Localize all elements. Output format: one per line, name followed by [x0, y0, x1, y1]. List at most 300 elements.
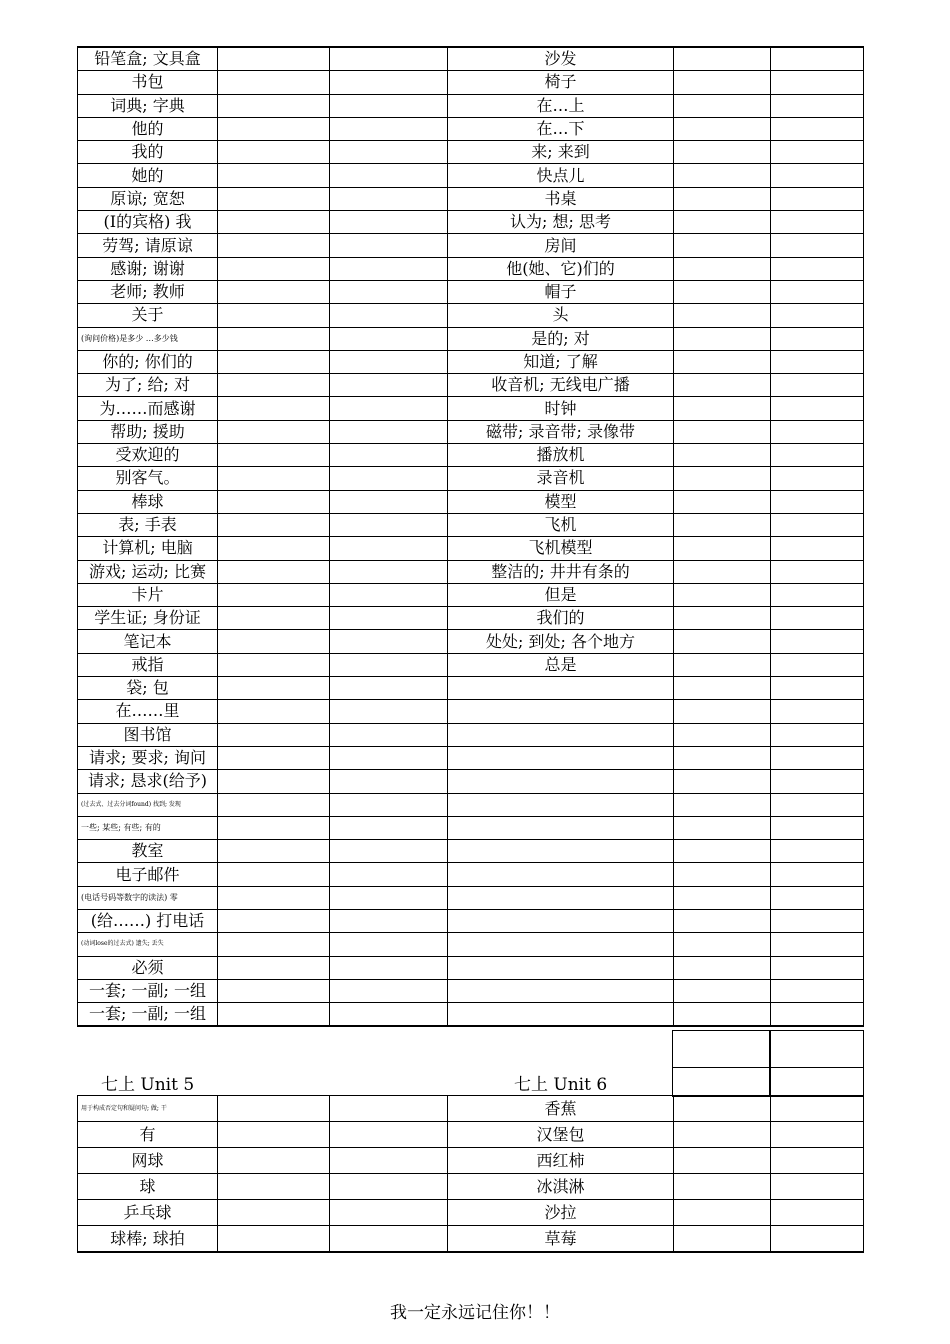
unit6-word-cell: 时钟: [448, 397, 674, 420]
blank-cell: [771, 257, 864, 280]
blank-cell: [330, 444, 448, 467]
blank-cell: [674, 513, 771, 536]
blank-cell: [330, 374, 448, 397]
table-row: [78, 327, 864, 350]
blank-cell: [674, 117, 771, 140]
blank-cell: [674, 886, 771, 909]
blank-cell: [218, 1200, 330, 1226]
blank-cell: [771, 886, 864, 909]
table-row: [78, 1148, 864, 1174]
blank-cell: [771, 1122, 864, 1148]
table-row: [78, 1003, 864, 1027]
unit5-word-cell: (I的宾格) 我: [78, 211, 218, 234]
blank-cell: [674, 956, 771, 979]
blank-cell: [674, 560, 771, 583]
blank-box: [672, 1067, 771, 1097]
unit6-word-cell: [448, 746, 674, 769]
table-row: [78, 490, 864, 513]
blank-cell: [218, 863, 330, 886]
unit6-word-cell: [448, 933, 674, 956]
unit6-word-cell: 汉堡包: [448, 1122, 674, 1148]
blank-cell: [218, 420, 330, 443]
blank-cell: [674, 537, 771, 560]
blank-cell: [674, 746, 771, 769]
unit5-header: 七上 Unit 5: [101, 1075, 195, 1095]
blank-cell: [330, 793, 448, 816]
table-row: [78, 537, 864, 560]
blank-cell: [330, 280, 448, 303]
blank-box: [769, 1030, 864, 1068]
blank-cell: [218, 1148, 330, 1174]
unit6-word-cell: 在…上: [448, 94, 674, 117]
blank-cell: [218, 397, 330, 420]
blank-cell: [218, 560, 330, 583]
unit5-word-cell: (给……) 打电话: [78, 909, 218, 932]
blank-cell: [330, 583, 448, 606]
table-row: [78, 863, 864, 886]
unit6-word-cell: 冰淇淋: [448, 1174, 674, 1200]
blank-cell: [771, 956, 864, 979]
unit6-word-cell: 是的; 对: [448, 327, 674, 350]
blank-cell: [330, 1174, 448, 1200]
blank-cell: [218, 513, 330, 536]
blank-box: [769, 1067, 864, 1097]
table-row: [78, 420, 864, 443]
table-row: [78, 1200, 864, 1226]
blank-cell: [674, 490, 771, 513]
blank-cell: [674, 933, 771, 956]
blank-cell: [330, 397, 448, 420]
blank-cell: [771, 1200, 864, 1226]
unit5-word-cell: 劳驾; 请原谅: [78, 234, 218, 257]
blank-cell: [771, 909, 864, 932]
blank-cell: [218, 1003, 330, 1027]
unit6-word-cell: [448, 770, 674, 793]
unit5-word-cell: 必须: [78, 956, 218, 979]
blank-cell: [218, 257, 330, 280]
blank-cell: [771, 630, 864, 653]
blank-cell: [218, 793, 330, 816]
blank-cell: [330, 700, 448, 723]
blank-cell: [218, 909, 330, 932]
blank-cell: [330, 1148, 448, 1174]
unit5-word-cell: 铅笔盒; 文具盒: [78, 47, 218, 71]
blank-cell: [771, 583, 864, 606]
blank-cell: [674, 1200, 771, 1226]
unit5-word-cell: 他的: [78, 117, 218, 140]
table-row: [78, 560, 864, 583]
table-row: [78, 47, 864, 71]
unit6-word-cell: [448, 956, 674, 979]
blank-cell: [674, 234, 771, 257]
table-row: [78, 956, 864, 979]
unit6-word-cell: 来; 来到: [448, 141, 674, 164]
unit5-word-cell: 为……而感谢: [78, 397, 218, 420]
table-row: [78, 234, 864, 257]
unit5-word-cell: 请求; 要求; 询问: [78, 746, 218, 769]
blank-cell: [771, 653, 864, 676]
blank-cell: [218, 350, 330, 373]
table-row: [78, 630, 864, 653]
table-row: [78, 117, 864, 140]
unit6-word-cell: 处处; 到处; 各个地方: [448, 630, 674, 653]
blank-cell: [218, 746, 330, 769]
blank-cell: [674, 327, 771, 350]
table-row: [78, 1122, 864, 1148]
blank-cell: [674, 1122, 771, 1148]
blank-cell: [771, 94, 864, 117]
blank-cell: [674, 374, 771, 397]
blank-cell: [330, 304, 448, 327]
blank-cell: [771, 700, 864, 723]
blank-cell: [330, 886, 448, 909]
blank-cell: [330, 490, 448, 513]
unit6-word-cell: [448, 863, 674, 886]
table-row: [78, 607, 864, 630]
unit6-word-cell: 帽子: [448, 280, 674, 303]
unit5-word-cell: 教室: [78, 840, 218, 863]
blank-cell: [674, 653, 771, 676]
table-row: [78, 933, 864, 956]
unit6-word-cell: 收音机; 无线电广播: [448, 374, 674, 397]
blank-cell: [674, 677, 771, 700]
unit6-word-cell: [448, 909, 674, 932]
blank-cell: [330, 537, 448, 560]
blank-cell: [771, 234, 864, 257]
table-row: [78, 583, 864, 606]
blank-cell: [330, 863, 448, 886]
blank-cell: [771, 933, 864, 956]
blank-cell: [771, 607, 864, 630]
blank-cell: [218, 71, 330, 94]
blank-cell: [330, 257, 448, 280]
blank-cell: [218, 979, 330, 1002]
unit5-word-cell: (询问价格)是多少 …多少钱: [78, 327, 218, 350]
blank-cell: [330, 723, 448, 746]
table-row: [78, 1174, 864, 1200]
unit5-word-cell: 学生证; 身份证: [78, 607, 218, 630]
unit6-header: 七上 Unit 6: [514, 1075, 608, 1095]
blank-cell: [330, 1200, 448, 1226]
table-row: [78, 94, 864, 117]
blank-cell: [218, 886, 330, 909]
blank-cell: [771, 467, 864, 490]
table-row: [78, 840, 864, 863]
unit5-word-cell: 在……里: [78, 700, 218, 723]
blank-cell: [330, 187, 448, 210]
blank-cell: [218, 816, 330, 839]
blank-cell: [218, 467, 330, 490]
blank-cell: [771, 979, 864, 1002]
blank-cell: [218, 700, 330, 723]
unit5-word-cell: 一些; 某些; 有些; 有的: [78, 816, 218, 839]
blank-cell: [674, 94, 771, 117]
blank-cell: [330, 164, 448, 187]
blank-cell: [674, 1174, 771, 1200]
table-row: [78, 1096, 864, 1122]
unit6-word-cell: 香蕉: [448, 1096, 674, 1122]
table-row: [78, 164, 864, 187]
unit5-word-cell: 帮助; 援助: [78, 420, 218, 443]
blank-cell: [674, 444, 771, 467]
blank-cell: [771, 350, 864, 373]
unit5-word-cell: 用于构成否定句和疑问句; 做; 干: [78, 1096, 218, 1122]
blank-cell: [771, 723, 864, 746]
blank-cell: [330, 653, 448, 676]
blank-cell: [771, 863, 864, 886]
blank-cell: [674, 47, 771, 71]
unit6-word-cell: 飞机: [448, 513, 674, 536]
unit5-word-cell: 书包: [78, 71, 218, 94]
table-row: [78, 211, 864, 234]
blank-cell: [771, 444, 864, 467]
blank-cell: [674, 770, 771, 793]
table-row: [78, 793, 864, 816]
blank-cell: [674, 1148, 771, 1174]
table-row: [78, 677, 864, 700]
blank-cell: [771, 1174, 864, 1200]
unit6-word-cell: 磁带; 录音带; 录像带: [448, 420, 674, 443]
unit5-word-cell: 乒乓球: [78, 1200, 218, 1226]
unit6-word-cell: [448, 793, 674, 816]
blank-cell: [330, 234, 448, 257]
unit6-word-cell: [448, 979, 674, 1002]
blank-cell: [771, 1003, 864, 1027]
blank-cell: [330, 1122, 448, 1148]
unit6-word-cell: 模型: [448, 490, 674, 513]
blank-cell: [771, 327, 864, 350]
blank-cell: [674, 467, 771, 490]
unit6-word-cell: 西红柿: [448, 1148, 674, 1174]
blank-cell: [771, 840, 864, 863]
unit6-word-cell: [448, 886, 674, 909]
table-row: [78, 141, 864, 164]
blank-cell: [771, 537, 864, 560]
unit5-word-cell: 电子邮件: [78, 863, 218, 886]
blank-cell: [330, 560, 448, 583]
blank-cell: [218, 444, 330, 467]
table-row: [78, 397, 864, 420]
blank-cell: [218, 490, 330, 513]
blank-cell: [771, 1226, 864, 1253]
unit5-word-cell: 感谢; 谢谢: [78, 257, 218, 280]
unit5-word-cell: (电话号码等数字的读法) 零: [78, 886, 218, 909]
blank-cell: [674, 164, 771, 187]
unit6-word-cell: 在…下: [448, 117, 674, 140]
blank-cell: [330, 816, 448, 839]
blank-cell: [218, 677, 330, 700]
blank-cell: [218, 583, 330, 606]
vocab-table-top: [77, 46, 864, 1027]
blank-cell: [218, 723, 330, 746]
table-row: [78, 723, 864, 746]
unit6-word-cell: 房间: [448, 234, 674, 257]
blank-cell: [771, 1148, 864, 1174]
blank-cell: [330, 117, 448, 140]
blank-cell: [674, 840, 771, 863]
blank-cell: [218, 1226, 330, 1253]
table-row: [78, 187, 864, 210]
blank-cell: [771, 560, 864, 583]
unit5-word-cell: 一套; 一副; 一组: [78, 1003, 218, 1027]
unit5-word-cell: 原谅; 宽恕: [78, 187, 218, 210]
unit5-word-cell: 词典; 字典: [78, 94, 218, 117]
blank-cell: [330, 840, 448, 863]
unit5-word-cell: 网球: [78, 1148, 218, 1174]
vocab-table-bottom: [77, 1095, 864, 1253]
blank-cell: [218, 607, 330, 630]
blank-cell: [771, 1096, 864, 1122]
blank-cell: [330, 94, 448, 117]
unit5-word-cell: 你的; 你们的: [78, 350, 218, 373]
blank-cell: [330, 141, 448, 164]
blank-cell: [218, 1174, 330, 1200]
blank-cell: [218, 1122, 330, 1148]
unit5-word-cell: 她的: [78, 164, 218, 187]
blank-cell: [330, 979, 448, 1002]
blank-cell: [330, 1096, 448, 1122]
blank-cell: [771, 187, 864, 210]
blank-cell: [218, 187, 330, 210]
blank-cell: [674, 793, 771, 816]
blank-cell: [771, 117, 864, 140]
unit6-word-cell: 沙拉: [448, 1200, 674, 1226]
blank-cell: [771, 420, 864, 443]
unit5-word-cell: (过去式、过去分词found) 找到; 发现: [78, 793, 218, 816]
table-row: [78, 979, 864, 1002]
unit5-word-cell: 戒指: [78, 653, 218, 676]
blank-cell: [218, 374, 330, 397]
unit5-word-cell: 有: [78, 1122, 218, 1148]
blank-cell: [771, 211, 864, 234]
table-row: [78, 513, 864, 536]
table-row: [78, 444, 864, 467]
table-row: [78, 1226, 864, 1253]
table-row: [78, 816, 864, 839]
blank-cell: [771, 770, 864, 793]
unit5-word-cell: 图书馆: [78, 723, 218, 746]
unit6-word-cell: 书桌: [448, 187, 674, 210]
footer-text: 我一定永远记住你！！: [390, 1303, 560, 1323]
unit5-word-cell: 袋; 包: [78, 677, 218, 700]
blank-cell: [771, 141, 864, 164]
blank-cell: [771, 490, 864, 513]
unit5-word-cell: (动词lose的过去式) 遗失; 丢失: [78, 933, 218, 956]
unit6-word-cell: [448, 677, 674, 700]
unit5-word-cell: 老师; 教师: [78, 280, 218, 303]
unit6-word-cell: [448, 816, 674, 839]
blank-cell: [674, 397, 771, 420]
table-row: [78, 700, 864, 723]
blank-cell: [771, 280, 864, 303]
blank-cell: [330, 1003, 448, 1027]
blank-cell: [330, 746, 448, 769]
blank-cell: [674, 816, 771, 839]
blank-cell: [218, 327, 330, 350]
blank-cell: [330, 677, 448, 700]
blank-cell: [218, 141, 330, 164]
unit6-word-cell: 飞机模型: [448, 537, 674, 560]
blank-cell: [218, 304, 330, 327]
blank-cell: [218, 47, 330, 71]
blank-cell: [330, 513, 448, 536]
blank-cell: [674, 350, 771, 373]
blank-cell: [771, 746, 864, 769]
blank-cell: [674, 304, 771, 327]
table-row: [78, 71, 864, 94]
blank-cell: [771, 47, 864, 71]
table-row: [78, 909, 864, 932]
blank-cell: [218, 211, 330, 234]
blank-cell: [674, 979, 771, 1002]
unit6-word-cell: 但是: [448, 583, 674, 606]
unit5-word-cell: 游戏; 运动; 比赛: [78, 560, 218, 583]
blank-cell: [771, 71, 864, 94]
blank-cell: [674, 1003, 771, 1027]
blank-cell: [218, 94, 330, 117]
blank-cell: [218, 653, 330, 676]
blank-cell: [674, 909, 771, 932]
table-row: [78, 770, 864, 793]
blank-cell: [674, 71, 771, 94]
unit6-word-cell: 我们的: [448, 607, 674, 630]
blank-cell: [330, 956, 448, 979]
unit5-word-cell: 受欢迎的: [78, 444, 218, 467]
blank-cell: [218, 933, 330, 956]
blank-cell: [218, 117, 330, 140]
blank-cell: [771, 816, 864, 839]
blank-cell: [218, 234, 330, 257]
blank-cell: [330, 630, 448, 653]
unit6-word-cell: 他(她、它)们的: [448, 257, 674, 280]
unit5-word-cell: 我的: [78, 141, 218, 164]
blank-cell: [330, 47, 448, 71]
blank-cell: [771, 677, 864, 700]
blank-cell: [330, 327, 448, 350]
unit5-word-cell: 球: [78, 1174, 218, 1200]
unit6-word-cell: 沙发: [448, 47, 674, 71]
unit6-word-cell: [448, 700, 674, 723]
unit5-word-cell: 棒球: [78, 490, 218, 513]
table-row: [78, 886, 864, 909]
unit6-word-cell: 录音机: [448, 467, 674, 490]
unit6-word-cell: 草莓: [448, 1226, 674, 1253]
unit5-word-cell: 别客气。: [78, 467, 218, 490]
blank-cell: [218, 164, 330, 187]
unit6-word-cell: [448, 1003, 674, 1027]
unit6-word-cell: 认为; 想; 思考: [448, 211, 674, 234]
blank-cell: [218, 840, 330, 863]
blank-cell: [771, 164, 864, 187]
blank-cell: [674, 630, 771, 653]
blank-cell: [218, 280, 330, 303]
unit5-word-cell: 卡片: [78, 583, 218, 606]
blank-cell: [674, 257, 771, 280]
unit6-word-cell: 头: [448, 304, 674, 327]
blank-cell: [218, 1096, 330, 1122]
blank-cell: [218, 630, 330, 653]
unit5-word-cell: 笔记本: [78, 630, 218, 653]
blank-cell: [674, 1096, 771, 1122]
table-row: [78, 467, 864, 490]
blank-cell: [771, 793, 864, 816]
table-row: [78, 257, 864, 280]
blank-cell: [330, 1226, 448, 1253]
unit6-word-cell: 整洁的; 井井有条的: [448, 560, 674, 583]
blank-cell: [330, 467, 448, 490]
blank-cell: [674, 1226, 771, 1253]
table-row: [78, 746, 864, 769]
